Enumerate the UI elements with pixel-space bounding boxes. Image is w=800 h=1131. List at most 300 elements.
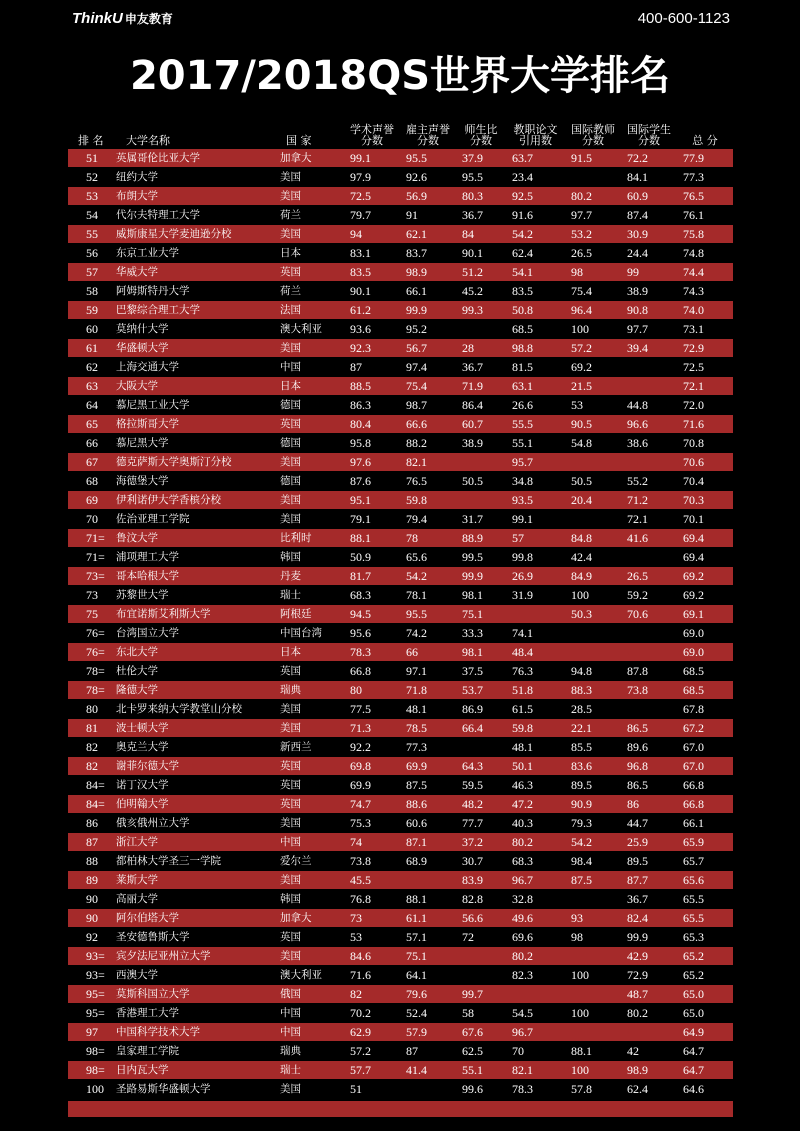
table-cell: 苏黎世大学 bbox=[116, 586, 280, 605]
table-cell: 53.2 bbox=[565, 225, 621, 244]
table-cell bbox=[400, 1080, 456, 1099]
table-cell: 75.1 bbox=[400, 947, 456, 966]
table-cell: 73.8 bbox=[621, 681, 677, 700]
table-cell: 英国 bbox=[280, 928, 344, 947]
table-row bbox=[68, 206, 733, 225]
table-cell: 82.4 bbox=[621, 909, 677, 928]
table-cell: 60.9 bbox=[621, 187, 677, 206]
table-cell: 84.8 bbox=[565, 529, 621, 548]
table-cell: 90.1 bbox=[344, 282, 400, 301]
table-cell: 英国 bbox=[280, 757, 344, 776]
table-cell: 巴黎综合理工大学 bbox=[116, 301, 280, 320]
table-cell: 54 bbox=[68, 206, 116, 225]
table-row bbox=[68, 320, 733, 339]
table-cell: 87 bbox=[400, 1042, 456, 1061]
table-cell: 56 bbox=[68, 244, 116, 263]
table-cell: 80 bbox=[344, 681, 400, 700]
table-cell: 70.6 bbox=[677, 453, 733, 472]
table-row bbox=[68, 244, 733, 263]
table-cell: 87.5 bbox=[400, 776, 456, 795]
table-cell: 65.9 bbox=[677, 833, 733, 852]
table-cell: 伯明翰大学 bbox=[116, 795, 280, 814]
table-cell: 澳大利亚 bbox=[280, 966, 344, 985]
table-cell: 57.7 bbox=[344, 1061, 400, 1080]
table-row bbox=[68, 415, 733, 434]
table-cell: 95= bbox=[68, 1004, 116, 1023]
table-row bbox=[68, 909, 733, 928]
table-cell: 65.2 bbox=[677, 947, 733, 966]
table-cell bbox=[565, 643, 621, 662]
table-cell: 26.6 bbox=[506, 396, 565, 415]
table-cell: 37.5 bbox=[456, 662, 506, 681]
table-row bbox=[68, 149, 733, 168]
table-cell: 30.7 bbox=[456, 852, 506, 871]
table-cell: 英国 bbox=[280, 795, 344, 814]
table-row bbox=[68, 757, 733, 776]
table-row bbox=[68, 681, 733, 700]
table-cell: 52.4 bbox=[400, 1004, 456, 1023]
table-cell: 莱斯大学 bbox=[116, 871, 280, 890]
table-cell: 71.6 bbox=[344, 966, 400, 985]
table-cell: 98.9 bbox=[400, 263, 456, 282]
table-cell: 31.7 bbox=[456, 510, 506, 529]
table-cell: 英国 bbox=[280, 662, 344, 681]
table-cell: 88.2 bbox=[400, 434, 456, 453]
table-cell bbox=[621, 358, 677, 377]
table-cell: 76.5 bbox=[400, 472, 456, 491]
table-cell: 74.4 bbox=[677, 263, 733, 282]
table-cell: 62.1 bbox=[400, 225, 456, 244]
table-row bbox=[68, 1042, 733, 1061]
table-cell: 日本 bbox=[280, 643, 344, 662]
table-cell: 美国 bbox=[280, 1080, 344, 1099]
table-cell: 98.4 bbox=[565, 852, 621, 871]
table-cell: 93 bbox=[565, 909, 621, 928]
table-cell: 46.3 bbox=[506, 776, 565, 795]
table-cell bbox=[621, 453, 677, 472]
table-cell: 99.9 bbox=[400, 301, 456, 320]
table-cell: 71= bbox=[68, 548, 116, 567]
table-cell: 68.3 bbox=[344, 586, 400, 605]
table-cell: 80.2 bbox=[565, 187, 621, 206]
ranking-table bbox=[68, 122, 733, 1099]
table-cell: 95.5 bbox=[456, 168, 506, 187]
table-cell: 65.5 bbox=[677, 909, 733, 928]
table-cell: 69 bbox=[68, 491, 116, 510]
table-cell: 75.8 bbox=[677, 225, 733, 244]
table-cell bbox=[621, 624, 677, 643]
table-cell: 中国 bbox=[280, 1004, 344, 1023]
table-cell: 89.5 bbox=[621, 852, 677, 871]
table-cell: 93= bbox=[68, 966, 116, 985]
table-cell: 上海交通大学 bbox=[116, 358, 280, 377]
table-cell bbox=[565, 510, 621, 529]
table-cell: 86.3 bbox=[344, 396, 400, 415]
table-cell: 97 bbox=[68, 1023, 116, 1042]
table-cell: 84.6 bbox=[344, 947, 400, 966]
table-cell: 61.5 bbox=[506, 700, 565, 719]
table-row bbox=[68, 301, 733, 320]
table-cell: 66.1 bbox=[677, 814, 733, 833]
table-cell: 66 bbox=[400, 643, 456, 662]
table-cell: 95= bbox=[68, 985, 116, 1004]
table-cell: 64.9 bbox=[677, 1023, 733, 1042]
table-cell: 67 bbox=[68, 453, 116, 472]
table-cell: 73 bbox=[68, 586, 116, 605]
column-header: 教职论文 引用数 bbox=[513, 123, 558, 147]
table-cell bbox=[565, 947, 621, 966]
table-cell: 奥克兰大学 bbox=[116, 738, 280, 757]
table-cell: 88.1 bbox=[400, 890, 456, 909]
table-cell: 美国 bbox=[280, 947, 344, 966]
table-cell: 63 bbox=[68, 377, 116, 396]
table-cell: 都柏林大学圣三一学院 bbox=[116, 852, 280, 871]
table-cell: 95.5 bbox=[400, 605, 456, 624]
table-cell: 87 bbox=[68, 833, 116, 852]
table-cell bbox=[506, 605, 565, 624]
table-cell: 26.5 bbox=[621, 567, 677, 586]
table-cell: 88.1 bbox=[344, 529, 400, 548]
table-cell: 54.8 bbox=[565, 434, 621, 453]
table-cell: 96.4 bbox=[565, 301, 621, 320]
table-cell: 74.7 bbox=[344, 795, 400, 814]
table-cell: 比利时 bbox=[280, 529, 344, 548]
table-cell bbox=[456, 453, 506, 472]
table-row bbox=[68, 491, 733, 510]
table-cell: 德国 bbox=[280, 472, 344, 491]
table-cell: 28 bbox=[456, 339, 506, 358]
table-cell: 日本 bbox=[280, 377, 344, 396]
table-cell: 68.5 bbox=[677, 662, 733, 681]
table-cell: 俄国 bbox=[280, 985, 344, 1004]
table-cell: 92.6 bbox=[400, 168, 456, 187]
table-cell bbox=[456, 738, 506, 757]
table-cell: 53 bbox=[68, 187, 116, 206]
table-cell: 英属哥伦比亚大学 bbox=[116, 149, 280, 168]
table-cell: 96.7 bbox=[506, 1023, 565, 1042]
table-cell: 48.1 bbox=[506, 738, 565, 757]
table-row bbox=[68, 928, 733, 947]
table-cell: 美国 bbox=[280, 225, 344, 244]
table-cell: 54.2 bbox=[400, 567, 456, 586]
table-cell bbox=[565, 168, 621, 187]
table-cell: 80.2 bbox=[621, 1004, 677, 1023]
table-cell: 98= bbox=[68, 1061, 116, 1080]
table-cell: 爱尔兰 bbox=[280, 852, 344, 871]
footer-bar bbox=[68, 1101, 733, 1117]
table-cell: 93.5 bbox=[506, 491, 565, 510]
table-cell: 中国 bbox=[280, 358, 344, 377]
table-cell: 99.9 bbox=[456, 567, 506, 586]
table-cell: 55.5 bbox=[506, 415, 565, 434]
table-cell: 60.7 bbox=[456, 415, 506, 434]
column-header: 雇主声誉 分数 bbox=[406, 123, 450, 147]
table-cell: 57.1 bbox=[400, 928, 456, 947]
table-cell bbox=[565, 624, 621, 643]
table-cell: 28.5 bbox=[565, 700, 621, 719]
table-cell: 澳大利亚 bbox=[280, 320, 344, 339]
table-cell: 66.8 bbox=[677, 795, 733, 814]
table-cell: 95.6 bbox=[344, 624, 400, 643]
table-cell: 63.7 bbox=[506, 149, 565, 168]
table-cell: 98.8 bbox=[506, 339, 565, 358]
table-cell: 东北大学 bbox=[116, 643, 280, 662]
table-cell: 瑞典 bbox=[280, 681, 344, 700]
table-cell: 90.1 bbox=[456, 244, 506, 263]
table-cell: 87.7 bbox=[621, 871, 677, 890]
table-cell: 70.2 bbox=[344, 1004, 400, 1023]
table-cell: 66.6 bbox=[400, 415, 456, 434]
table-cell: 90.8 bbox=[621, 301, 677, 320]
table-cell: 48.4 bbox=[506, 643, 565, 662]
table-cell: 韩国 bbox=[280, 548, 344, 567]
table-cell: 82 bbox=[68, 738, 116, 757]
table-cell: 79.7 bbox=[344, 206, 400, 225]
table-cell: 39.4 bbox=[621, 339, 677, 358]
table-cell: 42.9 bbox=[621, 947, 677, 966]
table-cell: 57.9 bbox=[400, 1023, 456, 1042]
table-cell: 98 bbox=[565, 263, 621, 282]
table-cell: 76= bbox=[68, 624, 116, 643]
table-cell: 65.0 bbox=[677, 1004, 733, 1023]
table-cell: 44.7 bbox=[621, 814, 677, 833]
table-cell bbox=[400, 871, 456, 890]
table-cell: 高丽大学 bbox=[116, 890, 280, 909]
table-row bbox=[68, 795, 733, 814]
table-cell: 美国 bbox=[280, 719, 344, 738]
table-cell: 隆德大学 bbox=[116, 681, 280, 700]
table-cell: 浙江大学 bbox=[116, 833, 280, 852]
table-cell: 75.4 bbox=[400, 377, 456, 396]
phone-number: 400-600-1123 bbox=[637, 10, 730, 27]
table-cell: 72.2 bbox=[621, 149, 677, 168]
table-cell: 87.8 bbox=[621, 662, 677, 681]
table-cell: 85.5 bbox=[565, 738, 621, 757]
table-cell: 83.6 bbox=[565, 757, 621, 776]
table-cell: 97.7 bbox=[565, 206, 621, 225]
table-cell: 57.8 bbox=[565, 1080, 621, 1099]
table-cell: 70 bbox=[506, 1042, 565, 1061]
table-cell: 84= bbox=[68, 795, 116, 814]
table-cell: 53 bbox=[565, 396, 621, 415]
table-cell: 东京工业大学 bbox=[116, 244, 280, 263]
table-cell: 62.9 bbox=[344, 1023, 400, 1042]
table-cell: 65.6 bbox=[400, 548, 456, 567]
table-cell: 94.5 bbox=[344, 605, 400, 624]
table-row bbox=[68, 567, 733, 586]
table-cell: 78= bbox=[68, 681, 116, 700]
table-cell: 日本 bbox=[280, 244, 344, 263]
table-cell: 90.9 bbox=[565, 795, 621, 814]
table-cell: 72.1 bbox=[677, 377, 733, 396]
table-cell: 72 bbox=[456, 928, 506, 947]
table-cell: 82.3 bbox=[506, 966, 565, 985]
table-cell: 布朗大学 bbox=[116, 187, 280, 206]
table-cell: 94.8 bbox=[565, 662, 621, 681]
table-cell: 50.9 bbox=[344, 548, 400, 567]
table-cell: 88.9 bbox=[456, 529, 506, 548]
table-cell: 59.8 bbox=[400, 491, 456, 510]
table-cell: 60 bbox=[68, 320, 116, 339]
table-cell: 53.7 bbox=[456, 681, 506, 700]
table-cell: 82.1 bbox=[400, 453, 456, 472]
table-cell: 中国台湾 bbox=[280, 624, 344, 643]
table-cell: 62.4 bbox=[506, 244, 565, 263]
table-cell: 70.6 bbox=[621, 605, 677, 624]
table-cell: 大阪大学 bbox=[116, 377, 280, 396]
table-header bbox=[68, 122, 733, 149]
table-row bbox=[68, 187, 733, 206]
table-cell: 69.2 bbox=[565, 358, 621, 377]
table-cell: 50.8 bbox=[506, 301, 565, 320]
table-cell: 56.9 bbox=[400, 187, 456, 206]
table-cell: 36.7 bbox=[456, 206, 506, 225]
table-cell: 78 bbox=[400, 529, 456, 548]
table-cell: 华盛顿大学 bbox=[116, 339, 280, 358]
table-cell: 97.9 bbox=[344, 168, 400, 187]
table-cell: 69.4 bbox=[677, 529, 733, 548]
table-cell: 54.1 bbox=[506, 263, 565, 282]
table-cell: 台湾国立大学 bbox=[116, 624, 280, 643]
table-cell: 98.1 bbox=[456, 586, 506, 605]
table-cell bbox=[621, 700, 677, 719]
table-cell: 瑞士 bbox=[280, 1061, 344, 1080]
table-cell: 美国 bbox=[280, 168, 344, 187]
table-cell: 92.2 bbox=[344, 738, 400, 757]
table-cell: 21.5 bbox=[565, 377, 621, 396]
table-cell: 92.3 bbox=[344, 339, 400, 358]
table-cell: 华威大学 bbox=[116, 263, 280, 282]
table-row bbox=[68, 377, 733, 396]
table-cell: 20.4 bbox=[565, 491, 621, 510]
table-cell: 瑞士 bbox=[280, 586, 344, 605]
table-row bbox=[68, 738, 733, 757]
table-cell: 95.1 bbox=[344, 491, 400, 510]
table-cell: 76.8 bbox=[344, 890, 400, 909]
table-cell: 新西兰 bbox=[280, 738, 344, 757]
table-cell: 58 bbox=[456, 1004, 506, 1023]
table-cell: 61 bbox=[68, 339, 116, 358]
table-cell: 87 bbox=[344, 358, 400, 377]
table-cell: 69.1 bbox=[677, 605, 733, 624]
logo-cn: 申友教育 bbox=[124, 12, 173, 26]
table-cell: 62 bbox=[68, 358, 116, 377]
table-cell: 64.1 bbox=[400, 966, 456, 985]
table-cell: 57 bbox=[68, 263, 116, 282]
table-row bbox=[68, 662, 733, 681]
table-cell: 美国 bbox=[280, 814, 344, 833]
table-cell: 波士顿大学 bbox=[116, 719, 280, 738]
table-cell: 91 bbox=[400, 206, 456, 225]
table-cell: 73.1 bbox=[677, 320, 733, 339]
table-row bbox=[68, 168, 733, 187]
table-cell: 74.0 bbox=[677, 301, 733, 320]
table-cell: 84.1 bbox=[621, 168, 677, 187]
table-row bbox=[68, 814, 733, 833]
table-cell: 82 bbox=[344, 985, 400, 1004]
table-cell: 92.5 bbox=[506, 187, 565, 206]
table-cell: 68.5 bbox=[677, 681, 733, 700]
table-cell: 荷兰 bbox=[280, 206, 344, 225]
table-cell: 美国 bbox=[280, 187, 344, 206]
column-header: 学术声誉 分数 bbox=[350, 123, 394, 147]
table-cell: 36.7 bbox=[456, 358, 506, 377]
table-cell: 52 bbox=[68, 168, 116, 187]
table-cell: 42.4 bbox=[565, 548, 621, 567]
table-cell: 86 bbox=[621, 795, 677, 814]
table-cell: 69.6 bbox=[506, 928, 565, 947]
table-cell bbox=[565, 453, 621, 472]
table-row bbox=[68, 700, 733, 719]
table-cell: 41.4 bbox=[400, 1061, 456, 1080]
table-cell: 72.9 bbox=[621, 966, 677, 985]
table-cell: 70.4 bbox=[677, 472, 733, 491]
table-cell: 79.1 bbox=[344, 510, 400, 529]
table-cell: 99.1 bbox=[506, 510, 565, 529]
table-cell: 54.2 bbox=[506, 225, 565, 244]
table-cell: 71.6 bbox=[677, 415, 733, 434]
table-cell: 美国 bbox=[280, 510, 344, 529]
table-cell: 84 bbox=[456, 225, 506, 244]
table-cell: 62.5 bbox=[456, 1042, 506, 1061]
table-cell: 71.3 bbox=[344, 719, 400, 738]
table-cell: 莫纳什大学 bbox=[116, 320, 280, 339]
table-cell: 64 bbox=[68, 396, 116, 415]
table-cell: 74.8 bbox=[677, 244, 733, 263]
table-cell: 78.3 bbox=[344, 643, 400, 662]
table-cell: 75.4 bbox=[565, 282, 621, 301]
table-cell: 阿根廷 bbox=[280, 605, 344, 624]
table-row bbox=[68, 263, 733, 282]
table-cell bbox=[565, 890, 621, 909]
table-cell bbox=[456, 966, 506, 985]
table-row bbox=[68, 776, 733, 795]
table-cell: 韩国 bbox=[280, 890, 344, 909]
table-cell: 89 bbox=[68, 871, 116, 890]
table-cell: 64.7 bbox=[677, 1061, 733, 1080]
table-cell: 88.3 bbox=[565, 681, 621, 700]
table-cell: 51.2 bbox=[456, 263, 506, 282]
table-cell: 72.5 bbox=[344, 187, 400, 206]
table-cell: 98.1 bbox=[456, 643, 506, 662]
table-cell: 69.9 bbox=[344, 776, 400, 795]
table-cell: 86.4 bbox=[456, 396, 506, 415]
table-cell: 65.7 bbox=[677, 852, 733, 871]
column-header: 大学名称 bbox=[126, 134, 170, 147]
table-body bbox=[68, 149, 733, 1099]
table-cell: 44.8 bbox=[621, 396, 677, 415]
table-cell: 78.5 bbox=[400, 719, 456, 738]
table-cell: 82 bbox=[68, 757, 116, 776]
table-cell: 69.9 bbox=[400, 757, 456, 776]
table-cell: 69.2 bbox=[677, 567, 733, 586]
logo-en: ThinkU bbox=[72, 10, 123, 27]
table-cell: 97.1 bbox=[400, 662, 456, 681]
table-row bbox=[68, 453, 733, 472]
table-row bbox=[68, 434, 733, 453]
table-cell: 95.8 bbox=[344, 434, 400, 453]
table-row bbox=[68, 966, 733, 985]
table-cell: 格拉斯哥大学 bbox=[116, 415, 280, 434]
table-cell bbox=[621, 548, 677, 567]
table-cell: 荷兰 bbox=[280, 282, 344, 301]
table-cell: 67.2 bbox=[677, 719, 733, 738]
table-cell: 威斯康星大学麦迪逊分校 bbox=[116, 225, 280, 244]
table-cell: 26.5 bbox=[565, 244, 621, 263]
table-cell bbox=[456, 491, 506, 510]
table-cell bbox=[621, 377, 677, 396]
table-cell: 73= bbox=[68, 567, 116, 586]
